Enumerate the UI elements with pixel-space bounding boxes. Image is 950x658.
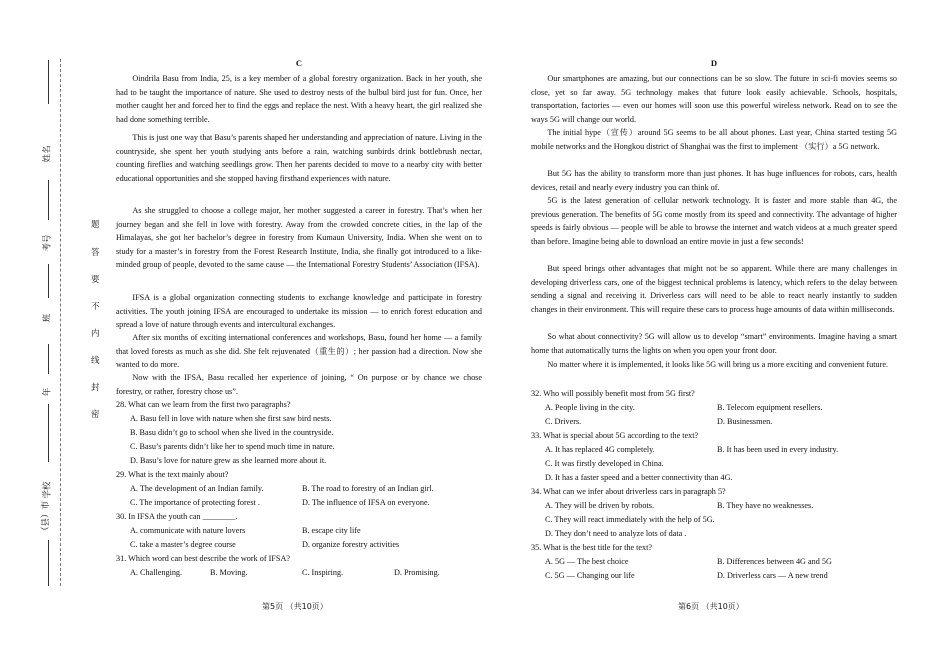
passage-d-paragraph: So what about connectivity? 5G will allow us to develop “smart” environments. Imagine having a smart home that automatically turns the lights on when you open your front door. [531,332,897,355]
notice-char-7: 答 [91,248,100,258]
question-29-stem: 29. What is the text mainly about? [116,470,229,479]
q30-option-d[interactable]: D. organize forestry activities [302,540,400,549]
q29-option-a[interactable]: A. The development of an Indian family. [130,484,264,493]
exam-no-line [48,180,49,220]
q31-option-d[interactable]: D. Promising. [394,568,440,577]
passage-d-heading: D [710,58,718,68]
passage-d-paragraph: But 5G has the ability to transform more than just phones. It has huge influences for robots, cars, health devices, retail and nearly every industry you can think of. [531,169,897,192]
grade-line [48,344,49,374]
question-31-stem: 31. Which word can best describe the work of IFSA? [116,554,291,563]
question-33-stem: 33. What is special about 5G according to the text? [531,431,699,440]
grade-label: 年 [42,387,53,397]
notice-char-4: 内 [91,329,100,339]
q33-option-d[interactable]: D. It has a faster speed and a better connectivity than 4G. [545,473,733,482]
q34-option-b[interactable]: B. They have no weaknesses. [717,501,814,510]
passage-d [531,58,897,588]
q28-option-d[interactable]: D. Basu’s love for nature grew as she learned more about it. [130,456,327,465]
exam-no-label: 考号 [42,234,53,252]
passage-c [116,58,482,588]
passage-d-paragraph: Our smartphones are amazing, but our connections can be so slow. The future in sci-fi movies seems so close, yet so far away. 5G technology makes that future look easily achievable. Schools, hospitals, transportation, factories — even our homes will soon use this powerful wireless network. Read on to see the ways 5G will change our world. [531,74,897,124]
q33-option-c[interactable]: C. It was firstly developed in China. [545,459,664,468]
q29-option-c[interactable]: C. The importance of protecting forest . [130,498,260,507]
q33-option-b[interactable]: B. It has been used in every industry. [717,445,839,454]
q31-option-b[interactable]: B. Moving. [210,568,248,577]
notice-char-6: 要 [91,275,100,285]
passage-c-heading: C [295,58,303,68]
passage-d-paragraph: But speed brings other advantages that might not be so apparent. While there are many challenges in developing driverless cars, one of the biggest technical problems is latency, which refers to the delay between sending a signal and receiving it. Driverless cars will need to be able to react nearly instantly to sudden changes in their environment. This will require these cars to process huge amounts of data within milliseconds. [531,264,897,314]
name-label: 姓名 [42,145,53,163]
passage-d-paragraph: 5G is the latest generation of cellular network technology. It is faster and more stable than 4G, the previous generation. The benefits of 5G come mostly from its speed and connectivity. The advantage of higher speeds is fairly obvious — people will be able to browse the internet and watch videos at a much greater speed than before. Imagine being able to download an entire movie in just a few seconds! [531,196,897,246]
seal-line [60,59,61,586]
question-35-stem: 35. What is the best title for the text? [531,543,653,552]
county-line [48,540,49,586]
q30-option-b[interactable]: B. escape city life [302,526,361,535]
q35-option-c[interactable]: C. 5G — Changing our life [545,571,635,580]
school-label: 学校 [42,481,53,499]
county-label: （县）市 [41,500,52,536]
passage-d-paragraph: The initial hype（宣传）around 5G seems to be all about phones. Last year, China started testing 5G mobile networks and the Hongkou district of Shanghai was the first to implement （实行）a 5G network. [531,128,897,151]
q35-option-d[interactable]: D. Driverless cars — A new trend [717,571,828,580]
notice-char-2: 封 [91,383,100,393]
class-label: 班 [42,313,53,323]
q31-option-c[interactable]: C. Inspiring. [302,568,344,577]
passage-c-paragraph: Oindrila Basu from India, 25, is a key member of a global forestry organization. Back in her youth, she had to be taught the importance of nature. She used to destroy nests of the bulbul bird just for fun. Once, her mother caught her and forced her to find the eggs and replace the nest. With a heavy heart, the girl realized she had done something terrible. [116,74,482,124]
passage-c-paragraph: Now with the IFSA, Basu recalled her experience of joining, “ On purpose or by chance we chose forestry, or rather, forestry chose us”. [116,373,482,396]
q28-option-b[interactable]: B. Basu didn’t go to school when she lived in the countryside. [130,428,334,437]
class-line [48,264,49,298]
question-34-stem: 34. What can we infer about driverless cars in paragraph 5? [531,487,726,496]
page-footer-left: 第5页 （共10页） [262,602,328,611]
q31-option-a[interactable]: A. Challenging. [130,568,183,577]
q33-option-a[interactable]: A. It has replaced 4G completely. [545,445,655,454]
q35-option-a[interactable]: A. 5G — The best choice [545,557,629,566]
notice-char-5: 不 [91,302,100,312]
q32-option-b[interactable]: B. Telecom equipment resellers. [717,403,823,412]
notice-char-8: 题 [91,220,100,230]
q29-option-d[interactable]: D. The influence of IFSA on everyone. [302,498,430,507]
passage-c-paragraph: After six months of exciting international conferences and workshops, Basu, found her home — a family that loved forests as much as she did. She felt rejuvenated（重生的）; her passion had a direction. Now she wanted to do more. [116,333,482,370]
school-line [48,404,49,462]
q35-option-b[interactable]: B. Differences between 4G and 5G [717,557,832,566]
passage-c-paragraph: IFSA is a global organization connecting students to exchange knowledge and participate in forestry activities. The youth joining IFSA are encouraged to undertake its mission — to enrich forest education and spread a love of nature through events and intercultural exchanges. [116,293,482,330]
q32-option-d[interactable]: D. Businessmen. [717,417,773,426]
passage-c-paragraph: As she struggled to choose a college major, her mother suggested a career in forestry. That’s when her journey began and she fell in love with forestry. Away from the crowded concrete cities, in the lap of the Himalayas, she got her bachelor’s degree in forestry from Kumaun University, India. When she went on to study for a master’s in forestry from the Forest Research Institute, India, she finally got introduced to a like-minded group of people, devoted to the same cause — the International Forestry Students’ Association (IFSA). [116,206,482,270]
q34-option-c[interactable]: C. They will react immediately with the help of 5G. [545,515,715,524]
q30-option-a[interactable]: A. communicate with nature lovers [130,526,246,535]
passage-d-paragraph: No matter where it is implemented, it looks like 5G will bring us a more exciting and convenient future. [547,360,888,369]
question-32-stem: 32. Who will possibly benefit most from 5G first? [531,389,695,398]
q28-option-a[interactable]: A. Basu fell in love with nature when she first saw bird nests. [130,414,332,423]
passage-c-paragraph: This is just one way that Basu’s parents shaped her understanding and appreciation of nature. Living in the countryside, she spent her youth studying ants before a rain, watching sunbirds drink bottlebrush nectar, counting fireflies and watching seedlings grow. Then her parents decided to move to a nearby city with better educational opportunities and she stopped having firsthand experiences with nature. [116,133,482,183]
q30-option-c[interactable]: C. take a master’s degree course [130,540,236,549]
name-line [48,60,49,104]
q32-option-c[interactable]: C. Drivers. [545,417,582,426]
q34-option-d[interactable]: D. They don’t need to analyze lots of data . [545,529,687,538]
question-30-stem: 30. In IFSA the youth can ________. [116,512,238,521]
question-28-stem: 28. What can we learn from the first two paragraphs? [116,400,291,409]
notice-char-1: 密 [91,410,100,420]
q34-option-a[interactable]: A. They will be driven by robots. [545,501,654,510]
q32-option-a[interactable]: A. People living in the city. [545,403,635,412]
page-footer-right: 第6页 （共10页） [678,602,744,611]
q29-option-b[interactable]: B. The road to forestry of an Indian girl. [302,484,434,493]
notice-char-3: 线 [91,356,100,366]
q28-option-c[interactable]: C. Basu’s parents didn’t like her to spend much time in nature. [130,442,335,451]
